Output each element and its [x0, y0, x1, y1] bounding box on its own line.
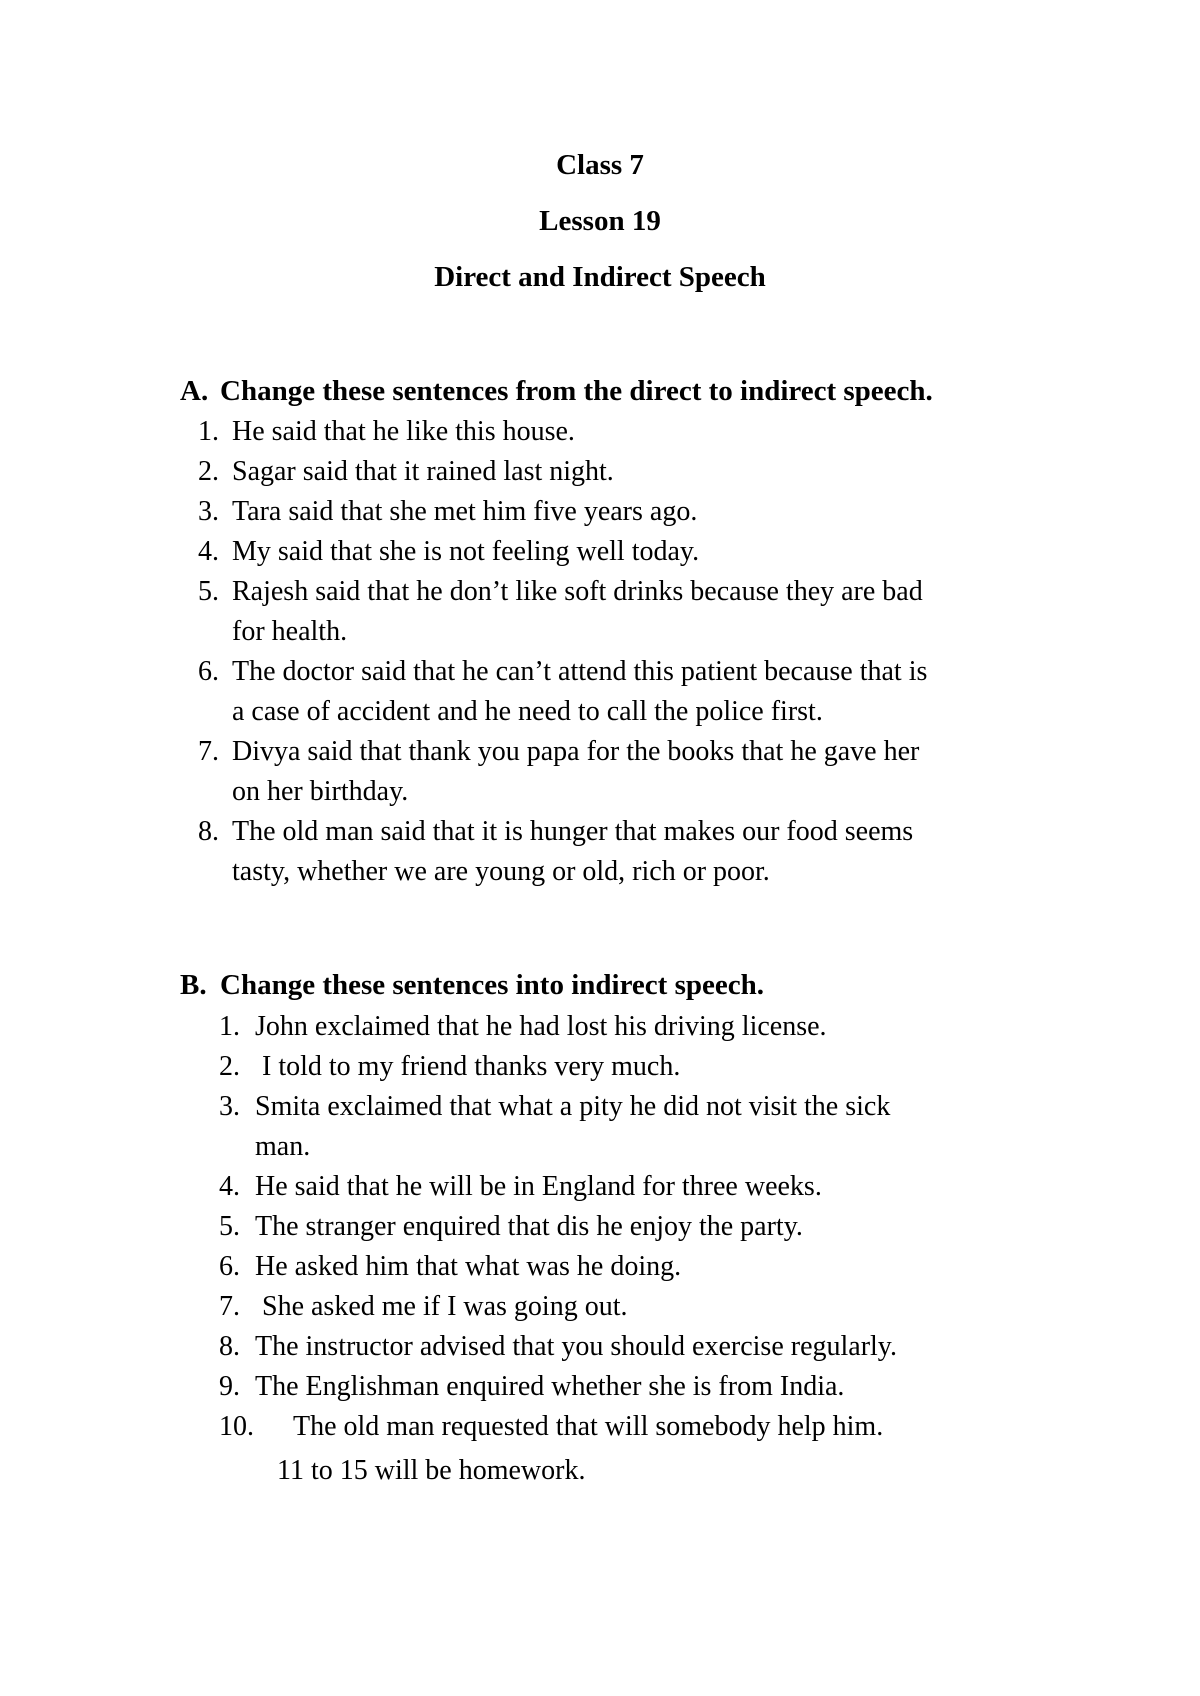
list-item-number: 6.: [198, 656, 219, 687]
list-item-number: 3.: [198, 496, 219, 527]
list-item-text: She asked me if I was going out.: [255, 1291, 628, 1322]
list-item-number: 9.: [219, 1371, 240, 1402]
section-b-letter: B.: [180, 969, 207, 1001]
list-item-text: The instructor advised that you should exercise regularly.: [255, 1331, 897, 1362]
list-item-text: The old man said that it is hunger that makes our food seems: [232, 816, 914, 847]
list-item-text: He said that he will be in England for three weeks.: [255, 1171, 822, 1202]
list-item-number: 2.: [219, 1051, 240, 1082]
section-b-heading: [180, 968, 764, 1002]
list-item-number: 4.: [219, 1171, 240, 1202]
list-item-number: 1.: [219, 1011, 240, 1042]
list-item-text: The stranger enquired that dis he enjoy the party.: [255, 1211, 803, 1242]
list-item-text: Smita exclaimed that what a pity he did not visit the sick: [255, 1091, 891, 1122]
list-item-number: 1.: [198, 416, 219, 447]
list-item-number: 6.: [219, 1251, 240, 1282]
list-item-text: I told to my friend thanks very much.: [255, 1051, 681, 1082]
topic-title: Direct and Indirect Speech: [434, 261, 766, 293]
lesson-label: Lesson 19: [539, 205, 661, 237]
list-item-text: The old man requested that will somebody help him.: [293, 1411, 884, 1442]
homework-note: 11 to 15 will be homework.: [277, 1455, 586, 1486]
section-a-letter: A.: [180, 375, 209, 407]
list-item-number: 7.: [198, 736, 219, 767]
list-item-text: He asked him that what was he doing.: [255, 1251, 682, 1282]
list-item-text: He said that he like this house.: [232, 416, 575, 447]
list-item-text: for health.: [232, 616, 348, 647]
list-item-text: Tara said that she met him five years ago.: [232, 496, 698, 527]
section-a-heading: [180, 374, 933, 408]
list-item-number: 8.: [198, 816, 219, 847]
list-item-text: Sagar said that it rained last night.: [232, 456, 614, 487]
list-item-number: 2.: [198, 456, 219, 487]
list-item-text: a case of accident and he need to call the police first.: [232, 696, 823, 727]
list-item-text: The doctor said that he can’t attend this patient because that is: [232, 656, 928, 687]
list-item-text: on her birthday.: [232, 776, 409, 807]
class-label: Class 7: [556, 149, 644, 181]
list-item-text: John exclaimed that he had lost his driving license.: [255, 1011, 827, 1042]
list-item-number: 3.: [219, 1091, 240, 1122]
list-item-text: Divya said that thank you papa for the books that he gave her: [232, 736, 920, 767]
list-item-number: 5.: [198, 576, 219, 607]
section-b-heading-text: Change these sentences into indirect speech.: [220, 969, 764, 1001]
section-a-heading-text: Change these sentences from the direct to indirect speech.: [220, 375, 933, 407]
list-item-text: Rajesh said that he don’t like soft drinks because they are bad: [232, 576, 923, 607]
list-item-number: 5.: [219, 1211, 240, 1242]
list-item-number: 10.: [219, 1411, 254, 1442]
list-item-number: 4.: [198, 536, 219, 567]
list-item-text: tasty, whether we are young or old, rich or poor.: [232, 856, 770, 887]
list-item-text: My said that she is not feeling well today.: [232, 536, 700, 567]
list-item-number: 8.: [219, 1331, 240, 1362]
list-item-text: man.: [255, 1131, 311, 1162]
list-item-text: The Englishman enquired whether she is from India.: [255, 1371, 845, 1402]
list-item-number: 7.: [219, 1291, 240, 1322]
